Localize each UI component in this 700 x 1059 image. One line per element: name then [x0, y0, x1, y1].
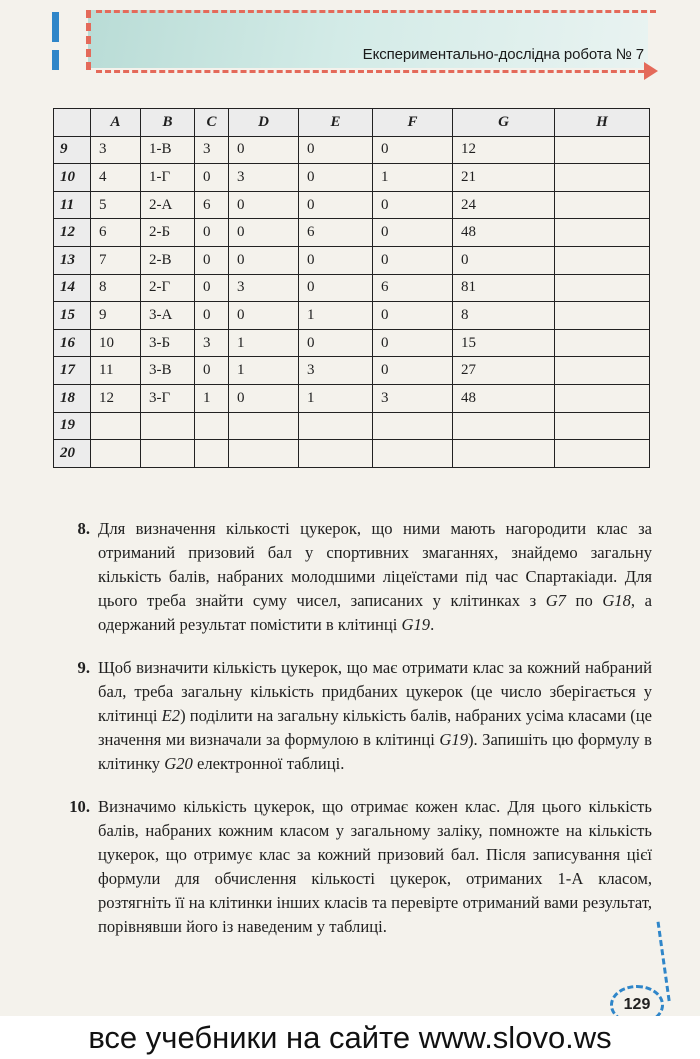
table-cell: 6: [373, 274, 453, 302]
table-row: [54, 191, 650, 219]
table-cell: [555, 274, 650, 302]
table-cell: [555, 384, 650, 412]
table-row: [54, 164, 650, 192]
cell-reference: G7: [545, 590, 566, 610]
table-row: [54, 302, 650, 330]
banner-edge: [86, 10, 91, 70]
table-cell: 0: [229, 219, 299, 247]
table-cell: 12: [453, 136, 555, 164]
table-cell: 8: [453, 302, 555, 330]
table-cell: 6: [195, 191, 229, 219]
row-number: 17: [54, 357, 91, 385]
table-header-row: [54, 109, 650, 137]
table-cell: [91, 440, 141, 468]
table-row: [54, 329, 650, 357]
task-text: [98, 656, 652, 776]
table-cell: 21: [453, 164, 555, 192]
table-cell: [141, 440, 195, 468]
table-cell: [195, 440, 229, 468]
table-row: [54, 136, 650, 164]
task-9: [46, 656, 652, 776]
table-cell: 1: [229, 357, 299, 385]
page-number: 129: [610, 985, 664, 1025]
table-cell: [229, 412, 299, 440]
table-cell: [141, 412, 195, 440]
table-cell: 1: [299, 384, 373, 412]
table-cell: 27: [453, 357, 555, 385]
table-cell: 10: [91, 329, 141, 357]
table-row: [54, 219, 650, 247]
table-cell: [91, 412, 141, 440]
table-cell: [373, 440, 453, 468]
margin-stripe: [52, 50, 59, 70]
table-cell: 0: [229, 136, 299, 164]
table-cell: 0: [299, 136, 373, 164]
table-row: [54, 440, 650, 468]
table-cell: 3-А: [141, 302, 195, 330]
table-cell: [299, 412, 373, 440]
cell-reference: E2: [161, 705, 181, 725]
table-cell: [299, 440, 373, 468]
column-header: B: [141, 109, 195, 137]
table-cell: 12: [91, 384, 141, 412]
table-cell: 81: [453, 274, 555, 302]
table-cell: [555, 191, 650, 219]
table-cell: 1: [373, 164, 453, 192]
table-cell: 0: [195, 219, 229, 247]
table-cell: 0: [453, 246, 555, 274]
table-cell: 8: [91, 274, 141, 302]
text-run: ). Запишіть цю формулу в клітинку: [98, 729, 652, 773]
table-cell: 0: [299, 274, 373, 302]
table-cell: 7: [91, 246, 141, 274]
table-cell: 0: [195, 302, 229, 330]
table-cell: 0: [229, 191, 299, 219]
table-cell: 24: [453, 191, 555, 219]
arrow-right-icon: [644, 62, 658, 80]
table-cell: 5: [91, 191, 141, 219]
text-run: електронної таблиці.: [192, 753, 345, 773]
table-cell: 48: [453, 384, 555, 412]
table-cell: [555, 246, 650, 274]
table-cell: 0: [229, 302, 299, 330]
table-row: [54, 274, 650, 302]
task-number: 10.: [69, 797, 90, 816]
table-cell: [373, 412, 453, 440]
banner-dash: [96, 70, 644, 73]
table-cell: 15: [453, 329, 555, 357]
table-row: [54, 357, 650, 385]
row-number: 14: [54, 274, 91, 302]
table-cell: 9: [91, 302, 141, 330]
task-number: 9.: [77, 658, 90, 677]
text-run: .: [430, 614, 435, 634]
footer-banner: все учебники на сайте www.slovo.ws: [0, 1016, 700, 1059]
row-number: 20: [54, 440, 91, 468]
table-cell: 0: [195, 274, 229, 302]
table-cell: 2-Г: [141, 274, 195, 302]
table-cell: 0: [299, 329, 373, 357]
table-cell: 0: [373, 219, 453, 247]
table-cell: 1-Г: [141, 164, 195, 192]
table-cell: 6: [91, 219, 141, 247]
table-cell: 0: [299, 246, 373, 274]
table-cell: 3-В: [141, 357, 195, 385]
table-cell: 3: [229, 274, 299, 302]
row-number: 19: [54, 412, 91, 440]
row-number: 18: [54, 384, 91, 412]
table-cell: [555, 136, 650, 164]
table-cell: 48: [453, 219, 555, 247]
table-row: [54, 384, 650, 412]
table-row: [54, 412, 650, 440]
table-cell: 3: [195, 136, 229, 164]
table-cell: 0: [229, 246, 299, 274]
table-cell: 3-Б: [141, 329, 195, 357]
task-10: [46, 795, 652, 938]
banner-dash: [96, 10, 656, 13]
table-cell: [195, 412, 229, 440]
spreadsheet-table: [53, 108, 650, 468]
cell-reference: G20: [164, 753, 193, 773]
column-header: H: [555, 109, 650, 137]
table-cell: 0: [195, 164, 229, 192]
task-text: [98, 795, 652, 938]
page-header-title: Експериментально-дослідна робота № 7: [362, 46, 644, 63]
column-header: F: [373, 109, 453, 137]
table-cell: [555, 302, 650, 330]
cell-reference: G19: [401, 614, 431, 634]
text-run: Визначимо кількість цукерок, що отримає кожен клас. Для цього кількість балів, набраних кожним класом у загальному заліку, помножте на кількість цукерок, що отримує клас за кожний призовий бал. Після записування цієї формули для обчислення кількості цукерок, отриманих 1-А класом, розтягніть її на клітинки інших класів та перевірте отриманий вами результат, порівнявши його із наведеним у таблиці.: [98, 797, 652, 936]
text-run: Для визначення кількості цукерок, що ними мають нагородити клас за отриманий призовий бал у спортивних змаганнях, знайдемо загальну кількість балів, набраних молодшими ліцеїстами під час Спартакіади. Для цього треба знайти суму чисел, записаних у клітинках з: [98, 519, 652, 610]
table-cell: 1: [195, 384, 229, 412]
row-number: 10: [54, 164, 91, 192]
margin-dash: [657, 919, 691, 1001]
table-cell: 0: [373, 191, 453, 219]
table-cell: 0: [299, 164, 373, 192]
margin-stripe: [52, 12, 59, 42]
task-8: [46, 517, 652, 637]
table-cell: 3: [195, 329, 229, 357]
table-cell: 3-Г: [141, 384, 195, 412]
table-cell: 3: [229, 164, 299, 192]
table-cell: [453, 412, 555, 440]
table-cell: 0: [373, 246, 453, 274]
table-cell: 3: [373, 384, 453, 412]
table-row: [54, 246, 650, 274]
table-cell: 3: [299, 357, 373, 385]
table-cell: [555, 357, 650, 385]
table-cell: 0: [229, 384, 299, 412]
table-cell: 2-Б: [141, 219, 195, 247]
cell-reference: G19: [439, 729, 468, 749]
table-cell: [555, 219, 650, 247]
table-cell: 0: [373, 357, 453, 385]
table-cell: [555, 329, 650, 357]
table-cell: [453, 440, 555, 468]
table-cell: 0: [195, 246, 229, 274]
cell-reference: G18: [602, 590, 631, 610]
row-number: 13: [54, 246, 91, 274]
column-header: D: [229, 109, 299, 137]
column-header: C: [195, 109, 229, 137]
row-number: 16: [54, 329, 91, 357]
table-cell: [555, 412, 650, 440]
table-cell: 1: [229, 329, 299, 357]
table-cell: 1: [299, 302, 373, 330]
table-cell: 2-А: [141, 191, 195, 219]
column-header: A: [91, 109, 141, 137]
corner-cell: [54, 109, 91, 137]
table-cell: 3: [91, 136, 141, 164]
table-cell: 11: [91, 357, 141, 385]
table-cell: 2-В: [141, 246, 195, 274]
table-cell: [555, 440, 650, 468]
text-run: по: [565, 590, 603, 610]
row-number: 11: [54, 191, 91, 219]
text-run: , а одержаний результат помістити в клітинці: [98, 590, 652, 634]
row-number: 9: [54, 136, 91, 164]
table-cell: 0: [299, 191, 373, 219]
table-cell: 1-В: [141, 136, 195, 164]
row-number: 15: [54, 302, 91, 330]
text-run: Щоб визначити кількість цукерок, що має отримати клас за кожний набраний бал, треба загальну кількість придбаних цукерок (це число зберігається у клітинці: [98, 658, 652, 725]
column-header: G: [453, 109, 555, 137]
task-number: 8.: [77, 519, 90, 538]
text-run: ) поділити на загальну кількість балів, набраних усіма класами (це значення ми визначали за формулою в клітинці: [98, 705, 652, 749]
table-cell: 0: [195, 357, 229, 385]
table-cell: 6: [299, 219, 373, 247]
table-cell: [555, 164, 650, 192]
table-cell: 4: [91, 164, 141, 192]
column-header: E: [299, 109, 373, 137]
row-number: 12: [54, 219, 91, 247]
table-cell: 0: [373, 302, 453, 330]
table-cell: [229, 440, 299, 468]
task-text: [98, 517, 652, 637]
table-cell: 0: [373, 136, 453, 164]
table-cell: 0: [373, 329, 453, 357]
